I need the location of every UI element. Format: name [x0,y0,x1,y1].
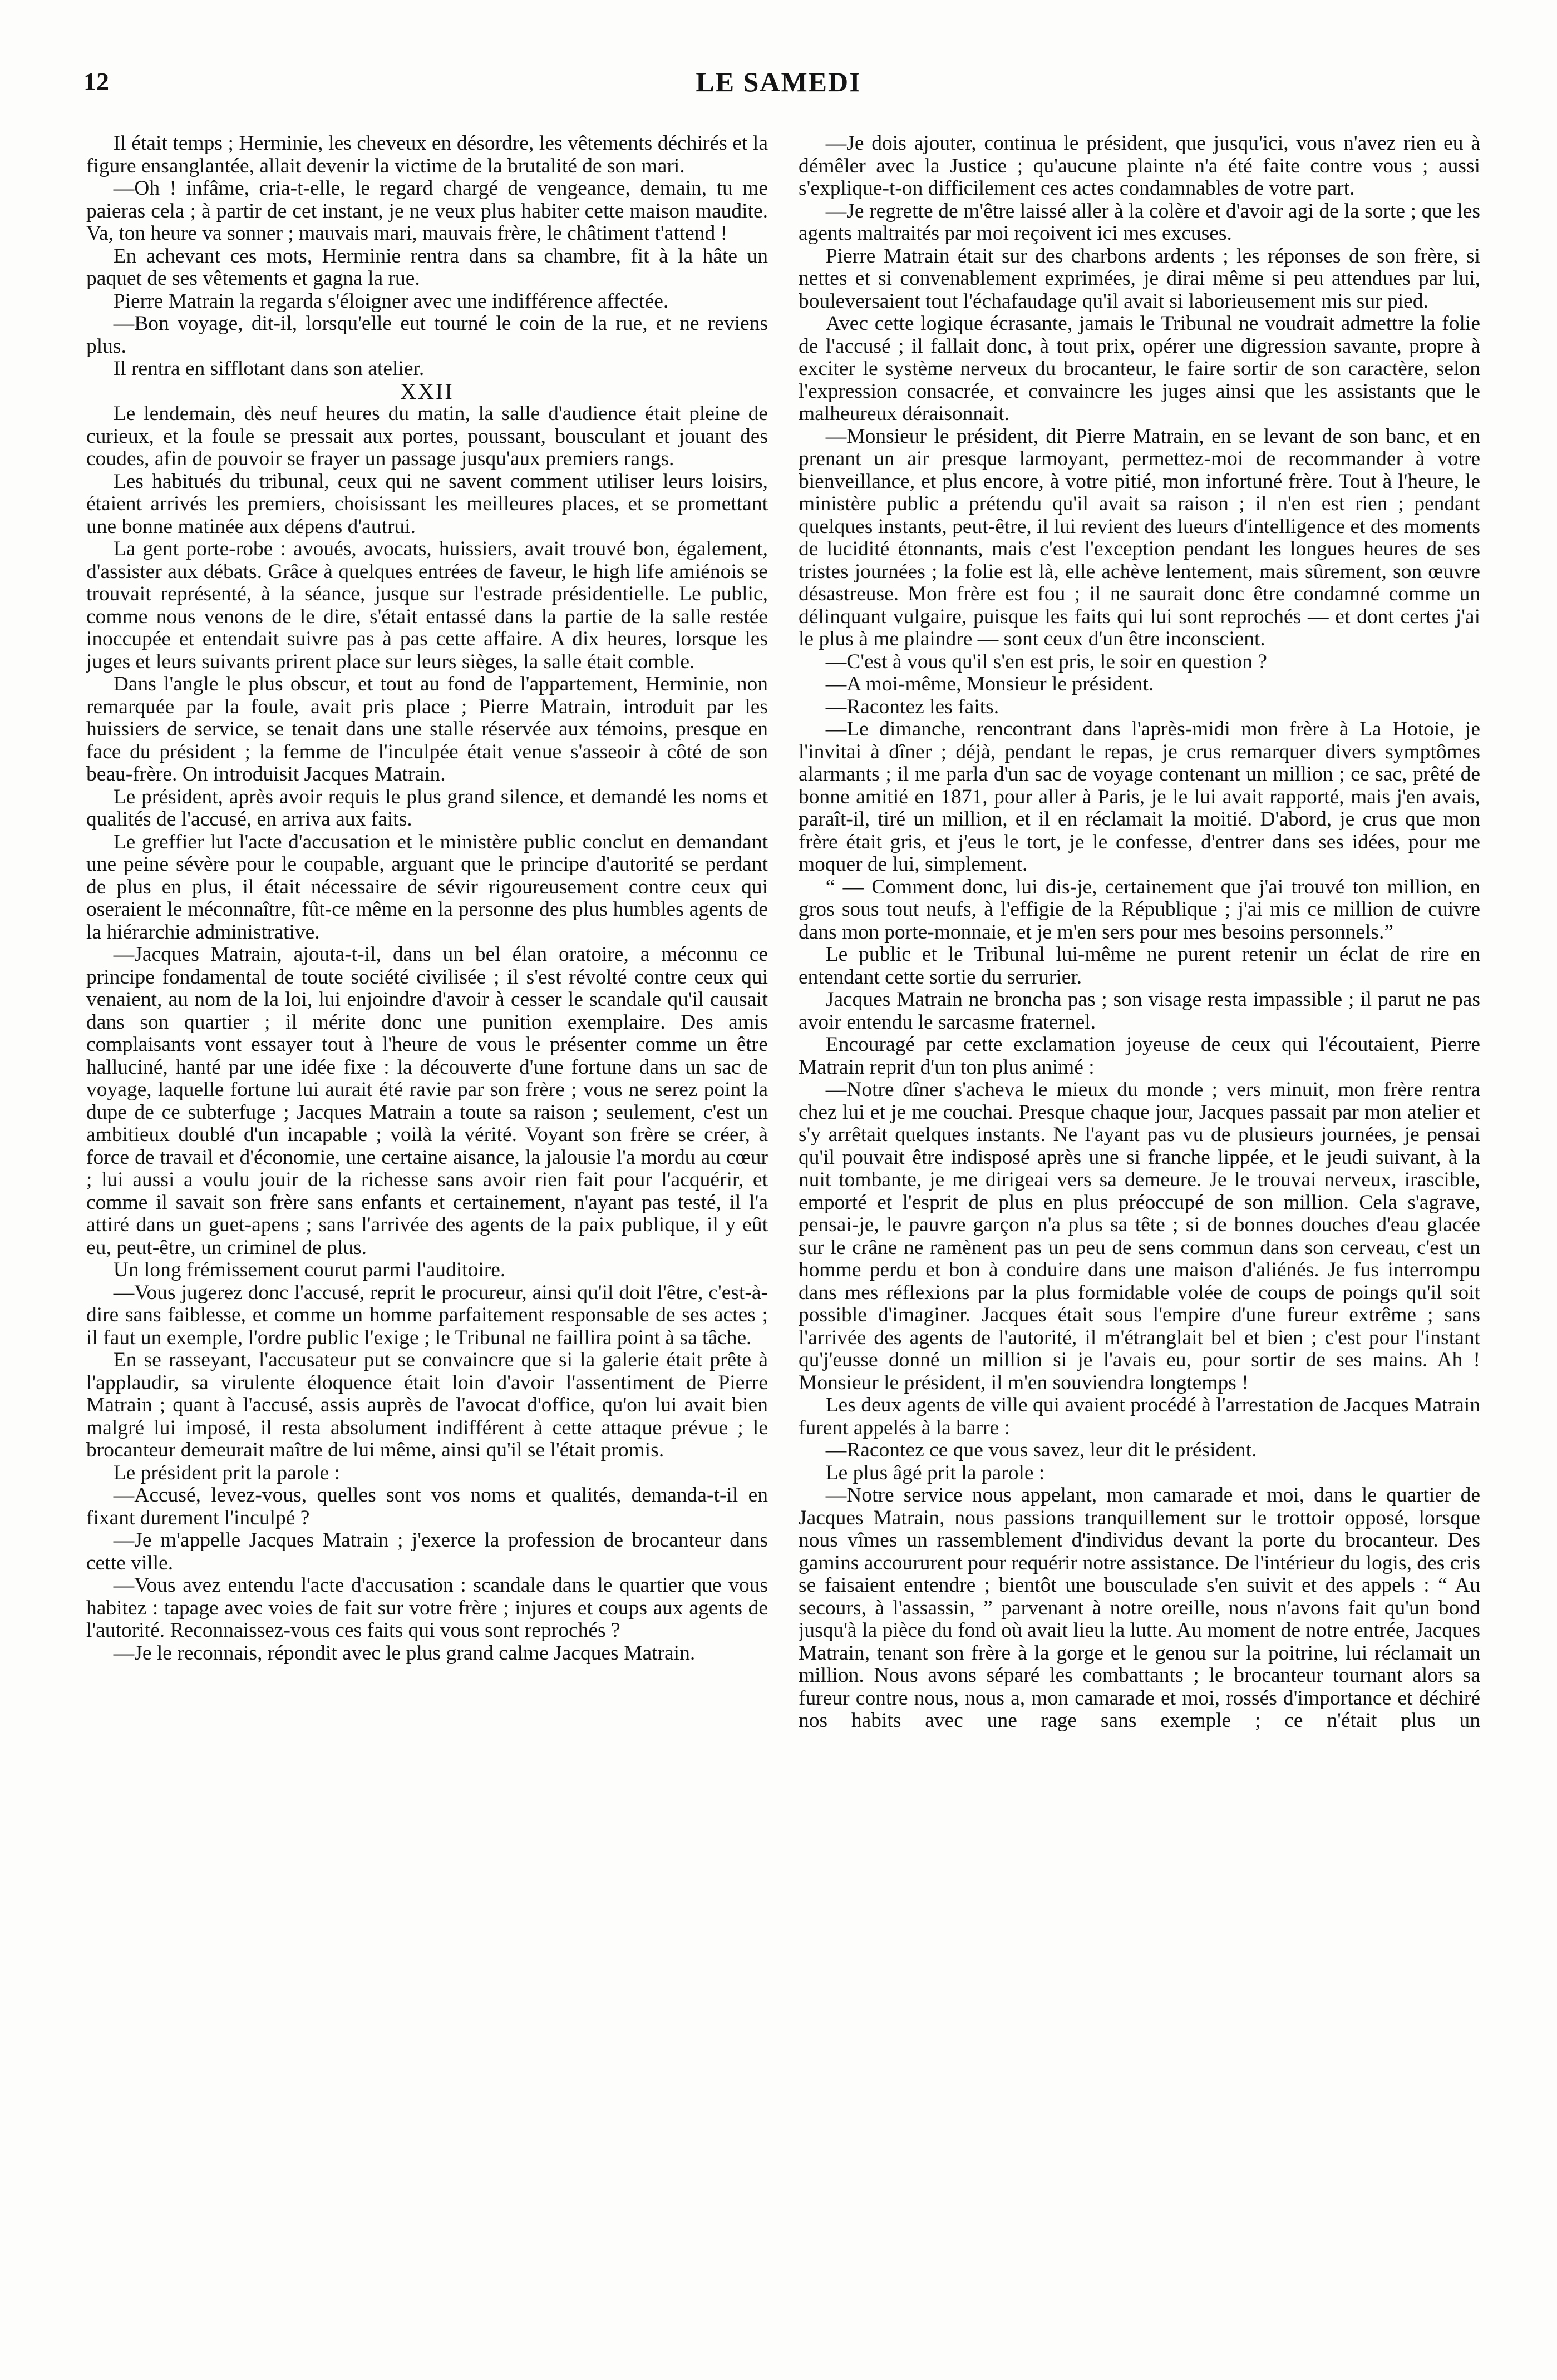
paragraph: Le public et le Tribunal lui-même ne purent retenir un éclat de rire en entendant cette sortie du serrurier. [799,943,1480,989]
paragraph: Dans l'angle le plus obscur, et tout au fond de l'appartement, Herminie, non remarquée par la foule, avait pris place ; Pierre Matrain, introduit par les huissiers de service, se tenait dans une stalle réservée aux témoins, presque en face du président ; la femme de l'inculpée était venue s'asseoir à côté de son beau-frère. On introduisit Jacques Matrain. [86,673,768,786]
paragraph: —Je le reconnais, répondit avec le plus grand calme Jacques Matrain. [113,1641,696,1665]
paragraph: Le greffier lut l'acte d'accusation et le ministère public conclut en demandant une peine sévère pour le coupable, arguant que le principe d'autorité se perdant de plus en plus, il était nécessaire de sévir rigoureusement contre ceux qui oseraient le méconnaître, fût-ce même en la personne des plus humbles agents de la hiérarchie administrative. [86,830,768,944]
paragraph: Il rentra en sifflotant dans son atelier. [113,357,425,380]
paragraph: —Vous avez entendu l'acte d'accusation : scandale dans le quartier que vous habitez : tapage avec voies de fait sur votre frère ; injures et coups aux agents de l'autorité. Reconnaissez-vous ces faits qui vous sont reprochés ? [86,1574,768,1642]
paragraph: —Notre dîner s'acheva le mieux du monde ; vers minuit, mon frère rentra chez lui et je me couchai. Presque chaque jour, Jacques passait par mon atelier et s'y arrêtait quelques instants. Ne l'ayant pas vu de plusieurs journées, je pensai qu'il pouvait être indisposé après une si franche lippée, et le jeudi suivant, à la nuit tombante, je me dirigeai vers sa demeure. Je le trouvai nerveux, irascible, emporté et l'esprit de plus en plus préoccupé de son million. Cela s'agrave, pensai-je, le pauvre garçon n'a plus sa tête ; si de bonnes douches d'eau glacée sur le crâne ne ramènent pas un peu de sens commun dans son cerveau, c'est un homme perdu et bon à conduire dans une maison d'aliénés. Je fus interrompu dans mes réflexions par la plus formidable volée de coups de poings qu'il soit possible d'imaginer. Jacques était sous l'empire d'une fureur extrême ; sans l'arrivée des agents de l'autorité, il m'étranglait bel et bien ; c'est pour l'instant qu'j'eusse donné un million si je l'avais eu, pour sortir de ses mains. Ah ! Monsieur le président, il m'en souviendra longtemps ! [799,1078,1480,1394]
paragraph: Un long frémissement courut parmi l'auditoire. [113,1258,506,1281]
paragraph: Les deux agents de ville qui avaient procédé à l'arrestation de Jacques Matrain furent appelés à la barre : [799,1394,1480,1439]
paragraph: En achevant ces mots, Herminie rentra dans sa chambre, fit à la hâte un paquet de ses vêtements et gagna la rue. [86,244,768,290]
paragraph: —Je dois ajouter, continua le président, que jusqu'ici, vous n'avez rien eu à démêler avec la Justice ; qu'aucune plainte n'a été faite contre vous ; aussi s'explique-t-on difficilement ces actes condamnables de votre part. [799,132,1480,200]
paragraph: —Bon voyage, dit-il, lorsqu'elle eut tourné le coin de la rue, et ne reviens plus. [86,312,768,358]
paragraph: —Racontez ce que vous savez, leur dit le président. [825,1439,1257,1461]
paragraph: Il était temps ; Herminie, les cheveux en désordre, les vêtements déchirés et la figure ensanglantée, allait devenir la victime de la brutalité de son mari. [86,132,768,177]
paragraph: —Le dimanche, rencontrant dans l'après-midi mon frère à La Hotoie, je l'invitai à dîner ; déjà, pendant le repas, je crus remarquer divers symptômes alarmants ; il me parla d'un sac de voyage contenant un million ; ce sac, prêté de bonne amitié en 1871, pour aller à Paris, je le lui avait rapporté, mais j'en avais, paraît-il, tiré un million, et il en réclamait la moitié. D'abord, je crus que mon frère était gris, et j'eus le tort, je le confesse, d'entrer dans ses idées, pour me moquer de lui, simplement. [799,718,1480,876]
paragraph: —A moi-même, Monsieur le président. [825,673,1154,695]
paragraph: Encouragé par cette exclamation joyeuse de ceux qui l'écoutaient, Pierre Matrain reprit d'un ton plus animé : [799,1033,1480,1079]
paragraph: —Vous jugerez donc l'accusé, reprit le procureur, ainsi qu'il doit l'être, c'est-à-dire sans faiblesse, et comme un homme parfaitement responsable de ses actes ; il faut un exemple, l'ordre public l'exige ; le Tribunal ne faillira point à sa tâche. [86,1281,768,1349]
paragraph: Le président prit la parole : [113,1461,340,1484]
paragraph: —Je regrette de m'être laissé aller à la colère et d'avoir agi de la sorte ; que les agents maltraités par moi reçoivent ici mes excuses. [799,199,1480,245]
paragraph: Le plus âgé prit la parole : [825,1461,1045,1484]
paragraph: —Oh ! infâme, cria-t-elle, le regard chargé de vengeance, demain, tu me paieras cela ; à partir de cet instant, je ne veux plus habiter cette maison maudite. Va, ton heure va sonner ; mauvais mari, mauvais frère, le châtiment t'attend ! [86,177,768,245]
paragraph: “ — Comment donc, lui dis-je, certainement que j'ai trouvé ton million, en gros sous tout neufs, à l'effigie de la République ; j'ai mis ce million de cuivre dans mon porte-monnaie, et je m'en sers pour mes besoins personnels.” [799,875,1480,944]
paragraph: —Monsieur le président, dit Pierre Matrain, en se levant de son banc, et en prenant un air presque larmoyant, permettez-moi de recommander à votre bienveillance, et plus encore, à votre pitié, mon infortuné frère. Tout à l'heure, le ministère public a prétendu qu'il avait sa raison ; il n'en est rien ; pendant quelques instants, peut-être, il lui revient des lueurs d'intelligence et des moments de lucidité étonnants, mais c'est l'exception pendant les longues heures de ses tristes journées ; la folie est là, elle achève lentement, mais sûrement, son œuvre désastreuse. Mon frère est fou ; il ne saurait donc être condamné comme un délinquant vulgaire, puisque les faits qui lui sont reprochés — et dont certes j'ai le plus à me plaindre — sont ceux d'un être inconscient. [799,424,1480,650]
paragraph: En se rasseyant, l'accusateur put se convaincre que si la galerie était prête à l'applaudir, sa virulente éloquence était loin d'avoir l'assentiment de Pierre Matrain ; quant à l'accusé, assis auprès de l'avocat d'office, qu'on lui avait bien malgré lui imposé, il resta absolument indifférent à cette attaque prévue ; le brocanteur demeurait maître de lui même, ainsi qu'il se l'était promis. [86,1349,768,1461]
paragraph: —Je m'appelle Jacques Matrain ; j'exerce la profession de brocanteur dans cette ville. [86,1529,768,1574]
page-header [0,0,1557,128]
running-title: LE SAMEDI [696,66,861,97]
paragraph: —Racontez les faits. [825,695,999,718]
paragraph: La gent porte-robe : avoués, avocats, huissiers, avait trouvé bon, également, d'assister aux débats. Grâce à quelques entrées de faveur, le high life amiénois se trouvait représenté, à la séance, jusque sur l'estrade présidentielle. Le public, comme nous venons de le dire, s'était entassé dans la partie de la salle restée inoccupée et entendait suivre pas à pas cette affaire. A dix heures, lorsque les juges et leurs suivants prirent place sur leurs sièges, la salle était comble. [86,537,768,673]
paragraph: —C'est à vous qu'il s'en est pris, le soir en question ? [825,650,1267,673]
paragraph: Pierre Matrain était sur des charbons ardents ; les réponses de son frère, si nettes et si convenablement exprimées, je dirai même si peu attendues par lui, bouleversaient tout l'échafaudage qu'il avait si laborieusement mis sur pied. [799,244,1480,313]
paragraph: Le lendemain, dès neuf heures du matin, la salle d'audience était pleine de curieux, et la foule se pressait aux portes, poussant, bousculant et jouant des coudes, afin de pouvoir se frayer un passage jusqu'aux premiers rangs. [86,402,768,470]
right-column [799,132,1480,2352]
paragraph: Jacques Matrain ne broncha pas ; son visage resta impassible ; il parut ne pas avoir entendu le sarcasme fraternel. [799,988,1480,1034]
paragraph: Les habitués du tribunal, ceux qui ne savent comment utiliser leurs loisirs, étaient arrivés les premiers, choisissant les meilleures places, et se promettant une bonne matinée aux dépens d'autrui. [86,470,768,538]
paragraph: —Accusé, levez-vous, quelles sont vos noms et qualités, demanda-t-il en fixant durement l'inculpé ? [86,1484,768,1529]
paragraph: —Notre service nous appelant, mon camarade et moi, dans le quartier de Jacques Matrain, nous passions tranquillement sur le trottoir opposé, lorsque nous vîmes un rassemblement d'individus devant la porte du brocanteur. Des gamins accoururent pour requérir notre assistance. De l'intérieur du logis, des cris se faisaient entendre ; bientôt une bousculade s'en suivit et des appels : “ Au secours, à l'assassin, ” parvenant à notre oreille, nous n'avons fait qu'un bond jusqu'à la pièce du fond où avait lieu la lutte. Au moment de notre entrée, Jacques Matrain, tenant son frère à la gorge et le genou sur la poitrine, lui réclamait un million. Nous avons séparé les combattants ; le brocanteur tournant alors sa fureur contre nous, nous a, mon camarade et moi, rossés d'importance et déchiré nos habits avec une rage sans exemple ; ce n'était plus un [799,1484,1480,1732]
chapter-heading: XXII [400,378,454,404]
page-number: 12 [83,67,109,96]
paragraph: Pierre Matrain la regarda s'éloigner avec une indifférence affectée. [113,289,669,313]
left-column [86,132,768,2352]
paragraph: Le président, après avoir requis le plus grand silence, et demandé les noms et qualités de l'accusé, en arriva aux faits. [86,785,768,831]
paragraph: —Jacques Matrain, ajouta-t-il, dans un bel élan oratoire, a méconnu ce principe fondamental de toute société civilisée ; il s'est révolté contre ceux qui venaient, au nom de la loi, lui enjoindre d'avoir à cesser le scandale qu'il causait dans son quartier ; il mérite donc une punition exemplaire. Des amis complaisants vont essayer tout à l'heure de vous le présenter comme un être halluciné, hanté par une idée fixe : la découverte d'une fortune dans un sac de voyage, laquelle fortune lui aurait été ravie par son frère ; vous ne serez point la dupe de ce subterfuge ; Jacques Matrain a toute sa raison ; seulement, c'est un ambitieux doublé d'un incapable ; voilà la vérité. Voyant son frère se créer, à force de travail et d'économie, une certaine aisance, la jalousie l'a mordu au cœur ; lui aussi a voulu jouir de la richesse sans avoir rien fait pour l'acquérir, et comme il savait son frère sans enfants et certainement, n'ayant pas testé, il l'a attiré dans un guet-apens ; sans l'arrivée des agents de la paix publique, il y eût eu, peut-être, un criminel de plus. [86,943,768,1259]
paragraph: Avec cette logique écrasante, jamais le Tribunal ne voudrait admettre la folie de l'accusé ; il fallait donc, à tout prix, opérer une digression savante, propre à exciter le système nerveux du brocanteur, le faire sortir de son caractère, selon l'expression consacrée, et convaincre les juges ainsi que les assistants que le malheureux déraisonnait. [799,312,1480,425]
